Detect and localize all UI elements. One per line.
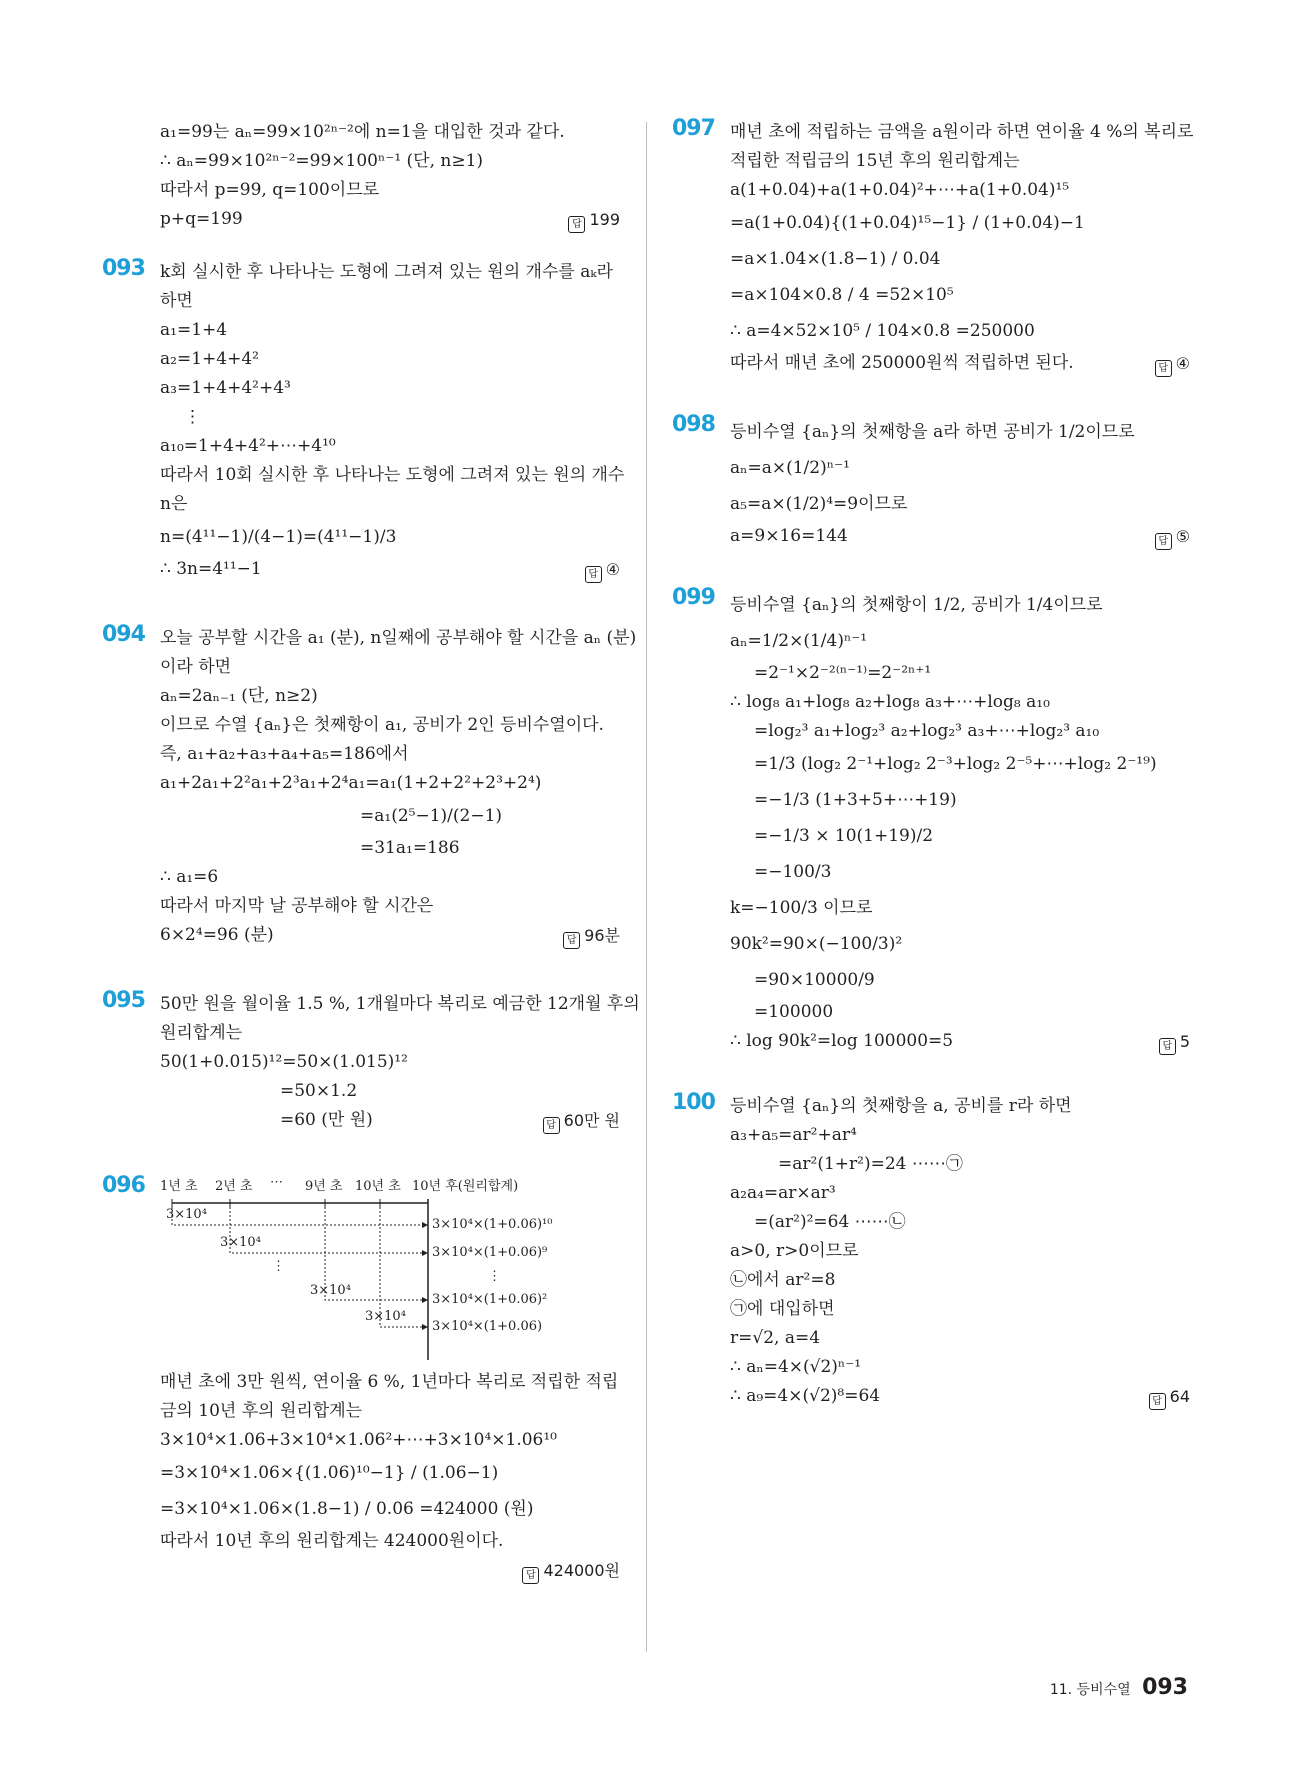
result-label: 3×10⁴×(1+0.06)⁹ <box>432 1245 548 1260</box>
solution-line: 50만 원을 월이율 1.5 %, 1개월마다 복리로 예금한 12개월 후의 <box>160 994 640 1014</box>
solution-line: =31a₁=186 <box>360 838 460 858</box>
solution-line: 6×2⁴=96 (분) <box>160 925 274 945</box>
answer-mark-icon: 답 <box>522 1567 539 1584</box>
deposit-label: 3×10⁴ <box>310 1283 351 1298</box>
answer-mark-icon: 답 <box>585 566 602 583</box>
ellipsis-vertical: ⋮ <box>184 407 201 427</box>
solution-097 <box>672 116 1194 378</box>
final-line-row <box>730 522 1190 551</box>
solution-line: a=9×16=144 <box>730 526 848 546</box>
solution-line: =50×1.2 <box>280 1081 358 1101</box>
answer-value: 424000원 <box>543 1561 620 1580</box>
answer-mark-icon: 답 <box>1159 1038 1176 1055</box>
solution-098 <box>672 412 1190 551</box>
answer-label <box>568 205 620 234</box>
problem-number: 096 <box>102 1173 145 1198</box>
solution-line: a₁=99는 aₙ=99×10²ⁿ⁻²에 n=1을 대입한 것과 같다. <box>160 122 565 142</box>
answer-mark-icon: 답 <box>1155 533 1172 550</box>
solution-line: a₁=1+4 <box>160 320 228 340</box>
solution-100 <box>672 1090 1190 1411</box>
answer-value: ④ <box>605 560 620 579</box>
solution-line: ∴ aₙ=4×(√2)ⁿ⁻¹ <box>730 1357 862 1377</box>
solution-line: 이므로 수열 {aₙ}은 첫째항이 a₁, 공비가 2인 등비수열이다. <box>160 715 604 735</box>
solution-095 <box>102 988 640 1135</box>
answer-label <box>1155 522 1190 551</box>
fraction-line: =a(1+0.04){(1+0.04)¹⁵−1} / (1+0.04)−1 <box>730 213 1085 233</box>
fraction-line: =a₁(2⁵−1)/(2−1) <box>360 806 503 826</box>
solution-line: 따라서 마지막 날 공부해야 할 시간은 <box>160 896 434 916</box>
final-line-row <box>160 1556 620 1585</box>
result-label: 3×10⁴×(1+0.06)¹⁰ <box>432 1217 553 1232</box>
solution-line: =log₂³ a₁+log₂³ a₂+log₂³ a₃+⋯+log₂³ a₁₀ <box>754 721 1100 741</box>
answer-value: ④ <box>1175 354 1190 373</box>
answer-mark-icon: 답 <box>568 216 585 233</box>
solution-line: 등비수열 {aₙ}의 첫째항이 1/2, 공비가 1/4이므로 <box>730 595 1103 615</box>
solution-line: 즉, a₁+a₂+a₃+a₄+a₅=186에서 <box>160 744 409 764</box>
solution-line: 하면 <box>160 291 193 311</box>
fraction-line: =a×104×0.8 / 4 =52×10⁵ <box>730 285 954 305</box>
answer-label <box>1155 349 1190 378</box>
solution-line: ㉡에서 ar²=8 <box>730 1270 836 1290</box>
final-line-row <box>160 1106 620 1135</box>
solution-line: a₂a₄=ar×ar³ <box>730 1183 836 1203</box>
solution-line: a₃=1+4+4²+4³ <box>160 378 291 398</box>
solution-line: 등비수열 {aₙ}의 첫째항을 a라 하면 공비가 1/2이므로 <box>730 422 1135 442</box>
timeline-header: 1년 초 <box>160 1179 198 1194</box>
result-label: ⋮ <box>488 1269 501 1284</box>
answer-mark-icon: 답 <box>563 932 580 949</box>
solution-line: p+q=199 <box>160 209 243 229</box>
problem-number: 099 <box>672 585 715 610</box>
chapter-label: 11. 등비수열 <box>1049 1682 1131 1698</box>
solution-line: a₁₀=1+4+4²+⋯+4¹⁰ <box>160 436 336 456</box>
fraction-line: =−1/3 × 10(1+19)/2 <box>754 826 934 846</box>
solution-line: 등비수열 {aₙ}의 첫째항을 a, 공비를 r라 하면 <box>730 1096 1072 1116</box>
problem-number: 098 <box>672 412 715 437</box>
deposit-label: ⋮ <box>272 1259 285 1274</box>
fraction-line: =−1/3 (1+3+5+⋯+19) <box>754 790 957 810</box>
solution-line: 50(1+0.015)¹²=50×(1.015)¹² <box>160 1052 408 1072</box>
solution-line: ∴ a₉=4×(√2)⁸=64 <box>730 1386 881 1406</box>
answer-mark-icon: 답 <box>1149 1393 1166 1410</box>
answer-value: 199 <box>589 210 620 229</box>
problem-number: 095 <box>102 988 145 1013</box>
fraction-line: aₙ=a×(1/2)ⁿ⁻¹ <box>730 458 850 478</box>
result-label: 3×10⁴×(1+0.06)² <box>432 1292 548 1307</box>
solution-line: ∴ a₁=6 <box>160 867 219 887</box>
solution-line: a₁+2a₁+2²a₁+2³a₁+2⁴a₁=a₁(1+2+2²+2³+2⁴) <box>160 773 542 793</box>
answer-value: 60만 원 <box>563 1111 620 1130</box>
problem-number: 097 <box>672 116 715 141</box>
problem-number: 093 <box>102 256 145 281</box>
solution-line: 원리합계는 <box>160 1023 243 1043</box>
final-line-row <box>730 1027 1190 1056</box>
solution-line: 이라 하면 <box>160 657 232 677</box>
solution-line: a₂=1+4+4² <box>160 349 259 369</box>
final-line-row <box>730 349 1190 378</box>
final-line-row <box>160 555 620 584</box>
timeline-header: 10년 후(원리합계) <box>412 1179 519 1194</box>
fraction-line: a₅=a×(1/2)⁴=9이므로 <box>730 494 908 514</box>
solution-line: =ar²(1+r²)=24 ⋯⋯㉠ <box>778 1154 963 1174</box>
solution-099 <box>672 585 1190 1056</box>
solution-line: ∴ 3n=4¹¹−1 <box>160 559 262 579</box>
answer-value: 5 <box>1179 1032 1190 1051</box>
fraction-line: =3×10⁴×1.06×(1.8−1) / 0.06 =424000 (원) <box>160 1499 534 1519</box>
solution-092-continued <box>160 118 620 234</box>
solution-096 <box>102 1173 620 1585</box>
answer-mark-icon: 답 <box>1155 360 1172 377</box>
solution-line: a(1+0.04)+a(1+0.04)²+⋯+a(1+0.04)¹⁵ <box>730 180 1070 200</box>
answer-label <box>1149 1382 1190 1411</box>
solution-line: 따라서 매년 초에 250000원씩 적립하면 된다. <box>730 353 1074 373</box>
solution-094 <box>102 622 637 950</box>
timeline-lines <box>160 1175 620 1360</box>
page-footer <box>1050 1675 1188 1700</box>
timeline-header: 10년 초 <box>355 1179 401 1194</box>
column-divider <box>646 122 647 1652</box>
solution-line: 금의 10년 후의 원리합계는 <box>160 1401 363 1421</box>
timeline-header: 2년 초 <box>215 1179 253 1194</box>
solution-line: =2⁻¹×2⁻²⁽ⁿ⁻¹⁾=2⁻²ⁿ⁺¹ <box>754 663 932 683</box>
solution-line: a₃+a₅=ar²+ar⁴ <box>730 1125 857 1145</box>
solution-line: aₙ=2aₙ₋₁ (단, n≥2) <box>160 686 318 706</box>
solution-line: 따라서 10년 후의 원리합계는 424000원이다. <box>160 1531 504 1551</box>
solution-line: 오늘 공부할 시간을 a₁ (분), n일째에 공부해야 할 시간을 aₙ (분) <box>160 628 637 648</box>
solution-line: ∴ aₙ=99×10²ⁿ⁻²=99×100ⁿ⁻¹ (단, n≥1) <box>160 151 484 171</box>
solution-line: ∴ log 90k²=log 100000=5 <box>730 1031 954 1051</box>
final-line-row <box>160 205 620 234</box>
page-number: 093 <box>1142 1675 1188 1700</box>
answer-label <box>543 1106 620 1135</box>
answer-value: 96분 <box>584 926 620 945</box>
left-column <box>102 118 640 1625</box>
problem-number: 100 <box>672 1090 715 1115</box>
fraction-line: =90×10000/9 <box>754 970 875 990</box>
right-column <box>672 116 1194 1451</box>
answer-value: 64 <box>1169 1387 1190 1406</box>
solution-line: 매년 초에 적립하는 금액을 a원이라 하면 연이율 4 %의 복리로 <box>730 122 1194 142</box>
solution-line: 따라서 p=99, q=100이므로 <box>160 180 380 200</box>
answer-label <box>585 555 620 584</box>
solution-line: ∴ log₈ a₁+log₈ a₂+log₈ a₃+⋯+log₈ a₁₀ <box>730 692 1050 712</box>
solution-line: 적립한 적립금의 15년 후의 원리합계는 <box>730 151 1020 171</box>
solution-line: 매년 초에 3만 원씩, 연이율 6 %, 1년마다 복리로 적립한 적립 <box>160 1372 619 1392</box>
timeline-header: ⋯ <box>270 1175 283 1190</box>
answer-mark-icon: 답 <box>543 1117 560 1134</box>
solution-line: 3×10⁴×1.06+3×10⁴×1.06²+⋯+3×10⁴×1.06¹⁰ <box>160 1430 557 1450</box>
timeline-header: 9년 초 <box>305 1179 343 1194</box>
answer-label <box>563 921 620 950</box>
fraction-line: n=(4¹¹−1)/(4−1)=(4¹¹−1)/3 <box>160 527 397 547</box>
final-line-row <box>160 921 620 950</box>
fraction-line: =1/3 (log₂ 2⁻¹+log₂ 2⁻³+log₂ 2⁻⁵+⋯+log₂ 2⁻¹⁹) <box>754 754 1157 774</box>
fraction-line: =3×10⁴×1.06×{(1.06)¹⁰−1} / (1.06−1) <box>160 1463 499 1483</box>
solution-line: r=√2, a=4 <box>730 1328 821 1348</box>
fraction-line: k=−100/3 이므로 <box>730 898 873 918</box>
solution-line: =60 (만 원) <box>280 1110 373 1130</box>
final-line-row <box>730 1382 1190 1411</box>
deposit-label: 3×10⁴ <box>166 1207 207 1222</box>
solution-line: k회 실시한 후 나타나는 도형에 그려져 있는 원의 개수를 aₖ라 <box>160 262 613 282</box>
fraction-line: 90k²=90×(−100/3)² <box>730 934 903 954</box>
result-label: 3×10⁴×(1+0.06) <box>432 1319 543 1334</box>
problem-number: 094 <box>102 622 145 647</box>
deposit-label: 3×10⁴ <box>365 1309 406 1324</box>
fraction-line: ∴ a=4×52×10⁵ / 104×0.8 =250000 <box>730 321 1035 341</box>
deposit-timeline-diagram <box>160 1175 620 1360</box>
solution-line: n은 <box>160 494 188 514</box>
answer-value: ⑤ <box>1175 527 1190 546</box>
fraction-line: aₙ=1/2×(1/4)ⁿ⁻¹ <box>730 631 868 651</box>
solution-line: =100000 <box>754 1002 834 1022</box>
solution-093 <box>102 256 625 584</box>
fraction-line: =a×1.04×(1.8−1) / 0.04 <box>730 249 941 269</box>
answer-label <box>1159 1027 1190 1056</box>
solution-line: a>0, r>0이므로 <box>730 1241 859 1261</box>
answer-label <box>522 1556 620 1585</box>
solution-line: ㉠에 대입하면 <box>730 1299 835 1319</box>
fraction-line: =−100/3 <box>754 862 832 882</box>
solution-line: 따라서 10회 실시한 후 나타나는 도형에 그려져 있는 원의 개수 <box>160 465 625 485</box>
deposit-label: 3×10⁴ <box>220 1235 261 1250</box>
solution-line: =(ar²)²=64 ⋯⋯㉡ <box>754 1212 906 1232</box>
